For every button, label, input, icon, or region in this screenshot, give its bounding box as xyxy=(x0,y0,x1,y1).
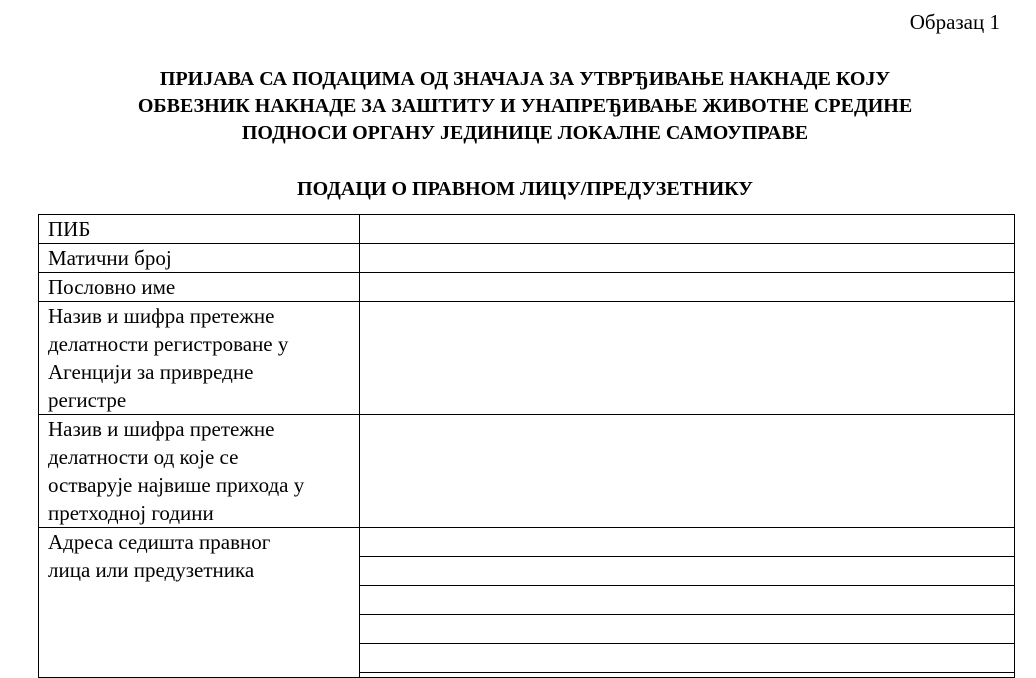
label-line: ПИБ xyxy=(48,217,91,241)
address-line-field[interactable] xyxy=(360,557,1014,586)
field-label-main-income-activity xyxy=(39,415,360,528)
label-line: претходној години xyxy=(48,501,214,525)
label-line: лица или предузетника xyxy=(48,558,255,582)
form-title-line: ПРИЈАВА СА ПОДАЦИМА ОД ЗНАЧАЈА ЗА УТВРЂИВАЊЕ НАКНАДЕ КОЈУ xyxy=(159,68,891,90)
field-value-address xyxy=(360,528,1015,678)
label-line: делатности од које се xyxy=(48,445,239,469)
table-row xyxy=(39,215,1015,244)
address-line-field[interactable] xyxy=(360,615,1014,644)
address-line-field[interactable] xyxy=(360,586,1014,615)
label-line: регистре xyxy=(48,388,127,412)
form-title-line: ПОДНОСИ ОРГАНУ ЈЕДИНИЦЕ ЛОКАЛНЕ САМОУПРАВЕ xyxy=(241,122,809,144)
address-lines xyxy=(360,528,1014,673)
table-row xyxy=(39,244,1015,273)
field-label-registered-activity xyxy=(39,302,360,415)
field-value-registered-activity[interactable] xyxy=(360,302,1015,415)
label-line: Агенцији за привредне xyxy=(48,360,254,384)
legal-entity-data-table xyxy=(38,214,1015,678)
label-line: Назив и шифра претежне xyxy=(48,304,275,328)
field-label-registration-number xyxy=(39,244,360,273)
form-title xyxy=(40,66,1010,147)
table-row xyxy=(39,528,1015,678)
address-line-field[interactable] xyxy=(360,644,1014,673)
label-line: остварује највише прихода у xyxy=(48,473,305,497)
label-line: Пословно име xyxy=(48,275,176,299)
field-label-address xyxy=(39,528,360,678)
field-value-main-income-activity[interactable] xyxy=(360,415,1015,528)
form-title-line: ОБВЕЗНИК НАКНАДЕ ЗА ЗАШТИТУ И УНАПРЕЂИВАЊЕ ЖИВОТНЕ СРЕДИНЕ xyxy=(137,95,913,117)
label-line: Адреса седишта правног xyxy=(48,530,271,554)
table-row xyxy=(39,273,1015,302)
section-heading: ПОДАЦИ О ПРАВНОМ ЛИЦУ/ПРЕДУЗЕТНИКУ xyxy=(297,178,753,200)
label-line: делатности регистроване у xyxy=(48,332,289,356)
field-value-business-name[interactable] xyxy=(360,273,1015,302)
label-line: Матични број xyxy=(48,246,172,270)
field-value-pib[interactable] xyxy=(360,215,1015,244)
label-line: Назив и шифра претежне xyxy=(48,417,275,441)
field-label-pib xyxy=(39,215,360,244)
address-line-field[interactable] xyxy=(360,528,1014,557)
field-label-business-name xyxy=(39,273,360,302)
form-number: Образац 1 xyxy=(909,10,1000,34)
table-row xyxy=(39,415,1015,528)
table-row xyxy=(39,302,1015,415)
field-value-registration-number[interactable] xyxy=(360,244,1015,273)
